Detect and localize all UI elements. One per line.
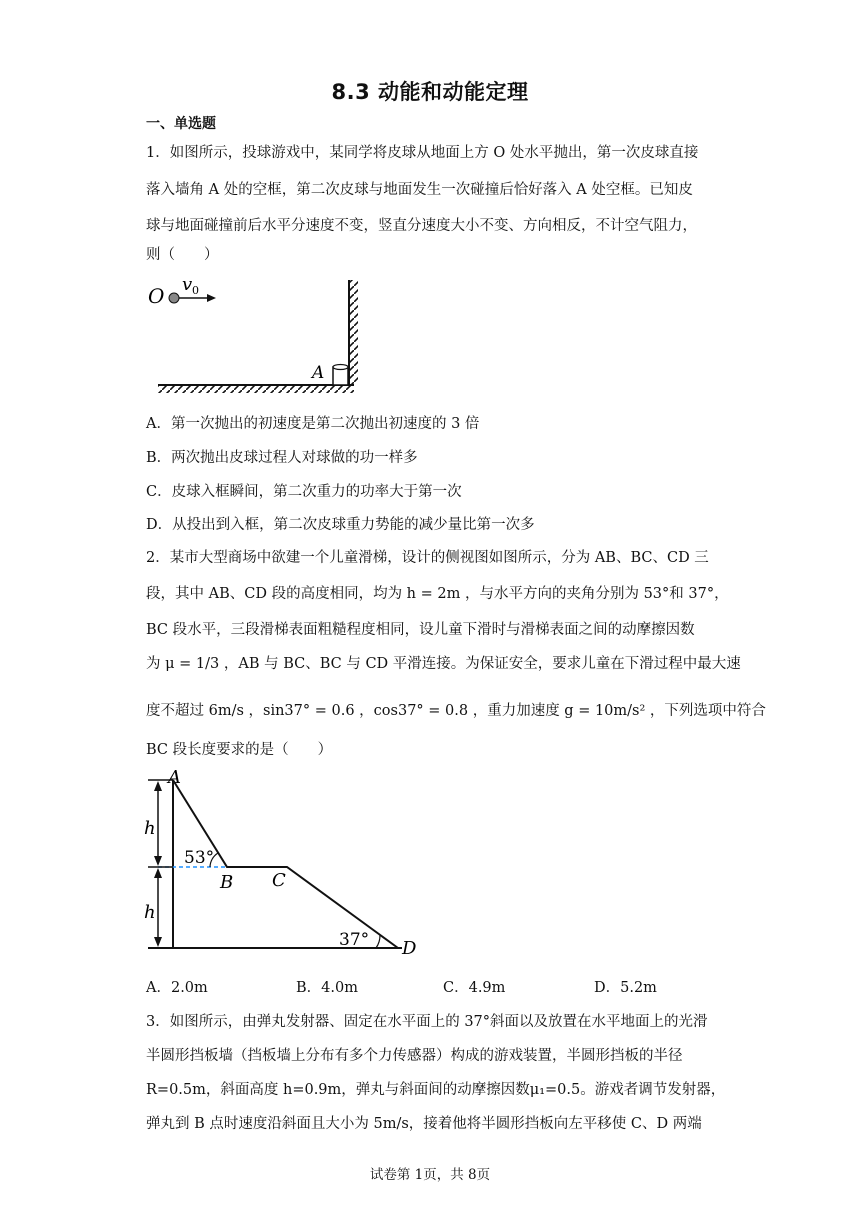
q1-option-d[interactable]: D．从投出到入框，第二次皮球重力势能的减少量比第一次多 — [146, 517, 535, 533]
label-point-d: D — [402, 938, 417, 958]
label-53: 53° — [184, 848, 215, 868]
q2-line: 度不超过 6m/s ，sin37° = 0.6 ，cos37° = 0.8 ，重力加速度 g = 10m/s² ，下列选项中符合 — [146, 703, 766, 719]
label-a: A — [312, 363, 325, 383]
q2-line: BC 段水平，三段滑梯表面粗糙程度相同，设儿童下滑时与滑梯表面之间的动摩擦因数 — [146, 622, 695, 638]
label-v-sub: 0 — [192, 284, 199, 297]
label-h-upper: h — [144, 818, 156, 839]
q2-line: 段，其中 AB、CD 段的高度相同，均为 h = 2m ，与水平方向的夹角分别为 53°和 37°， — [146, 586, 729, 602]
label-point-c: C — [272, 870, 286, 891]
q2-line: 为 μ = 1/3 ，AB 与 BC、BC 与 CD 平滑连接。为保证安全，要求儿童在下滑过程中最大速 — [146, 656, 741, 672]
label-point-b: B — [220, 872, 234, 893]
q1-line: 球与地面碰撞前后水平分速度不变，竖直分速度大小不变、方向相反，不计空气阻力， — [146, 218, 697, 234]
q2-option-d[interactable]: D．5.2m — [594, 980, 657, 996]
section-heading: 一、单选题 — [146, 116, 216, 132]
q3-line: 3．如图所示，由弹丸发射器、固定在水平面上的 37°斜面以及放置在水平地面上的光滑 — [146, 1014, 708, 1030]
q2-option-c[interactable]: C．4.9m — [443, 980, 506, 996]
q2-figure — [140, 768, 430, 958]
q2-option-b[interactable]: B．4.0m — [296, 980, 358, 996]
label-o: O — [148, 284, 165, 308]
q3-line: 弹丸到 B 点时速度沿斜面且大小为 5m/s，接着他将半圆形挡板向左平移使 C、D 两端 — [146, 1116, 702, 1132]
q1-option-b[interactable]: B．两次抛出皮球过程人对球做的功一样多 — [146, 450, 418, 466]
label-h-lower: h — [144, 902, 156, 923]
q2-line: 2．某市大型商场中欲建一个儿童滑梯，设计的侧视图如图所示，分为 AB、BC、CD 三 — [146, 550, 709, 566]
q1-line: 则（ ） — [146, 247, 219, 263]
q1-option-c[interactable]: C．皮球入框瞬间，第二次重力的功率大于第一次 — [146, 484, 462, 500]
wall-hatch — [349, 280, 358, 385]
q1-option-a[interactable]: A．第一次抛出的初速度是第二次抛出初速度的 3 倍 — [146, 416, 480, 432]
label-v: v — [182, 274, 193, 295]
q3-line: R=0.5m，斜面高度 h=0.9m，弹丸与斜面间的动摩擦因数μ₁=0.5。游戏者调节发射器， — [146, 1082, 726, 1098]
page-title: 8.3 动能和动能定理 — [331, 80, 529, 104]
ball — [169, 293, 179, 303]
q2-options — [146, 976, 706, 996]
q2-option-a[interactable]: A．2.0m — [146, 980, 208, 996]
ground-hatch — [158, 385, 354, 393]
label-37: 37° — [339, 930, 370, 950]
q1-figure — [146, 270, 366, 400]
q2-line: BC 段长度要求的是（ ） — [146, 742, 333, 758]
page-footer: 试卷第 1页，共 8页 — [369, 1167, 491, 1183]
q1-line: 落入墙角 A 处的空框，第二次皮球与地面发生一次碰撞后恰好落入 A 处空框。已知皮 — [146, 182, 693, 198]
angle-arc-37 — [376, 935, 380, 948]
q3-line: 半圆形挡板墙（挡板墙上分布有多个力传感器）构成的游戏装置，半圆形挡板的半径 — [146, 1048, 683, 1064]
q1-line: 1．如图所示，投球游戏中，某同学将皮球从地面上方 O 处水平抛出，第一次皮球直接 — [146, 145, 699, 161]
label-point-a: A — [168, 768, 181, 788]
